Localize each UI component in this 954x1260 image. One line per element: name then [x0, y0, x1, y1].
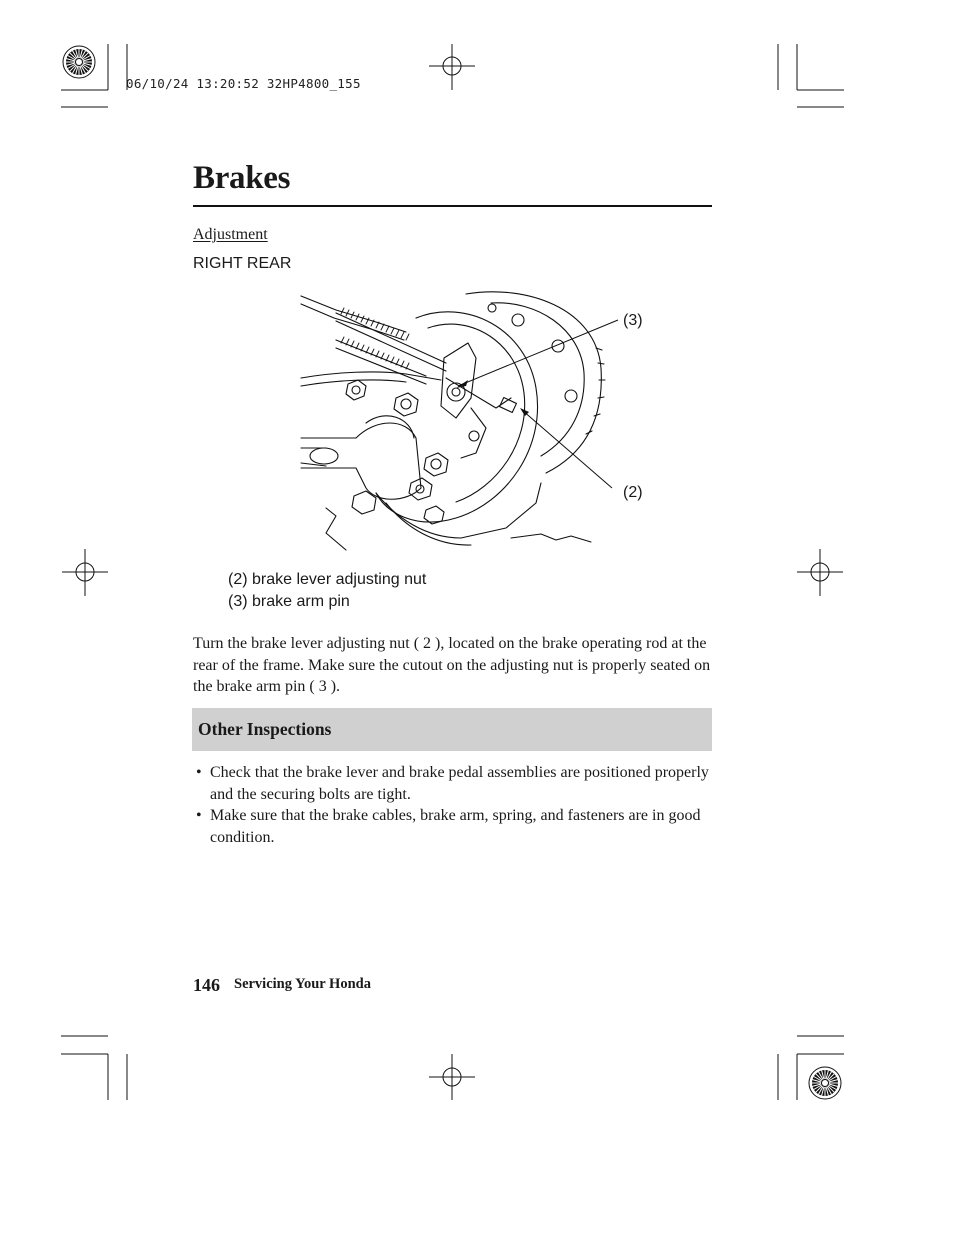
adjustment-paragraph: Turn the brake lever adjusting nut ( 2 ), located on the brake operating rod at the rear of the frame. Make sure the cutout on the adjusting nut is properly seated on the brake arm pin ( 3 ).	[193, 635, 711, 696]
bullet-icon: •	[196, 764, 202, 781]
title-rule	[193, 205, 712, 207]
callout-3: (3)	[623, 312, 643, 329]
print-stamp: 06/10/24 13:20:52 32HP4800_155	[126, 76, 361, 91]
list-item	[196, 805, 716, 848]
inspection-list	[196, 762, 716, 849]
page-number: 146	[193, 975, 220, 995]
page-title: Brakes	[193, 160, 291, 196]
list-item-text: Check that the brake lever and brake pedal assemblies are positioned properly and the securing bolts are tight.	[210, 764, 709, 803]
running-footer: Servicing Your Honda	[234, 976, 371, 992]
list-item-text: Make sure that the brake cables, brake arm, spring, and fasteners are in good condition.	[210, 807, 701, 847]
list-item	[196, 762, 716, 805]
legend-item: (2) brake lever adjusting nut	[228, 571, 427, 588]
figure-heading: RIGHT REAR	[193, 255, 292, 272]
legend-item: (3) brake arm pin	[228, 592, 350, 610]
bullet-icon: •	[196, 807, 202, 825]
callout-2: (2)	[623, 484, 643, 501]
section-title: Other Inspections	[198, 719, 332, 739]
figure-legend	[228, 569, 426, 612]
adjustment-link[interactable]: Adjustment	[193, 226, 268, 243]
rear-brake-illustration	[296, 288, 656, 556]
